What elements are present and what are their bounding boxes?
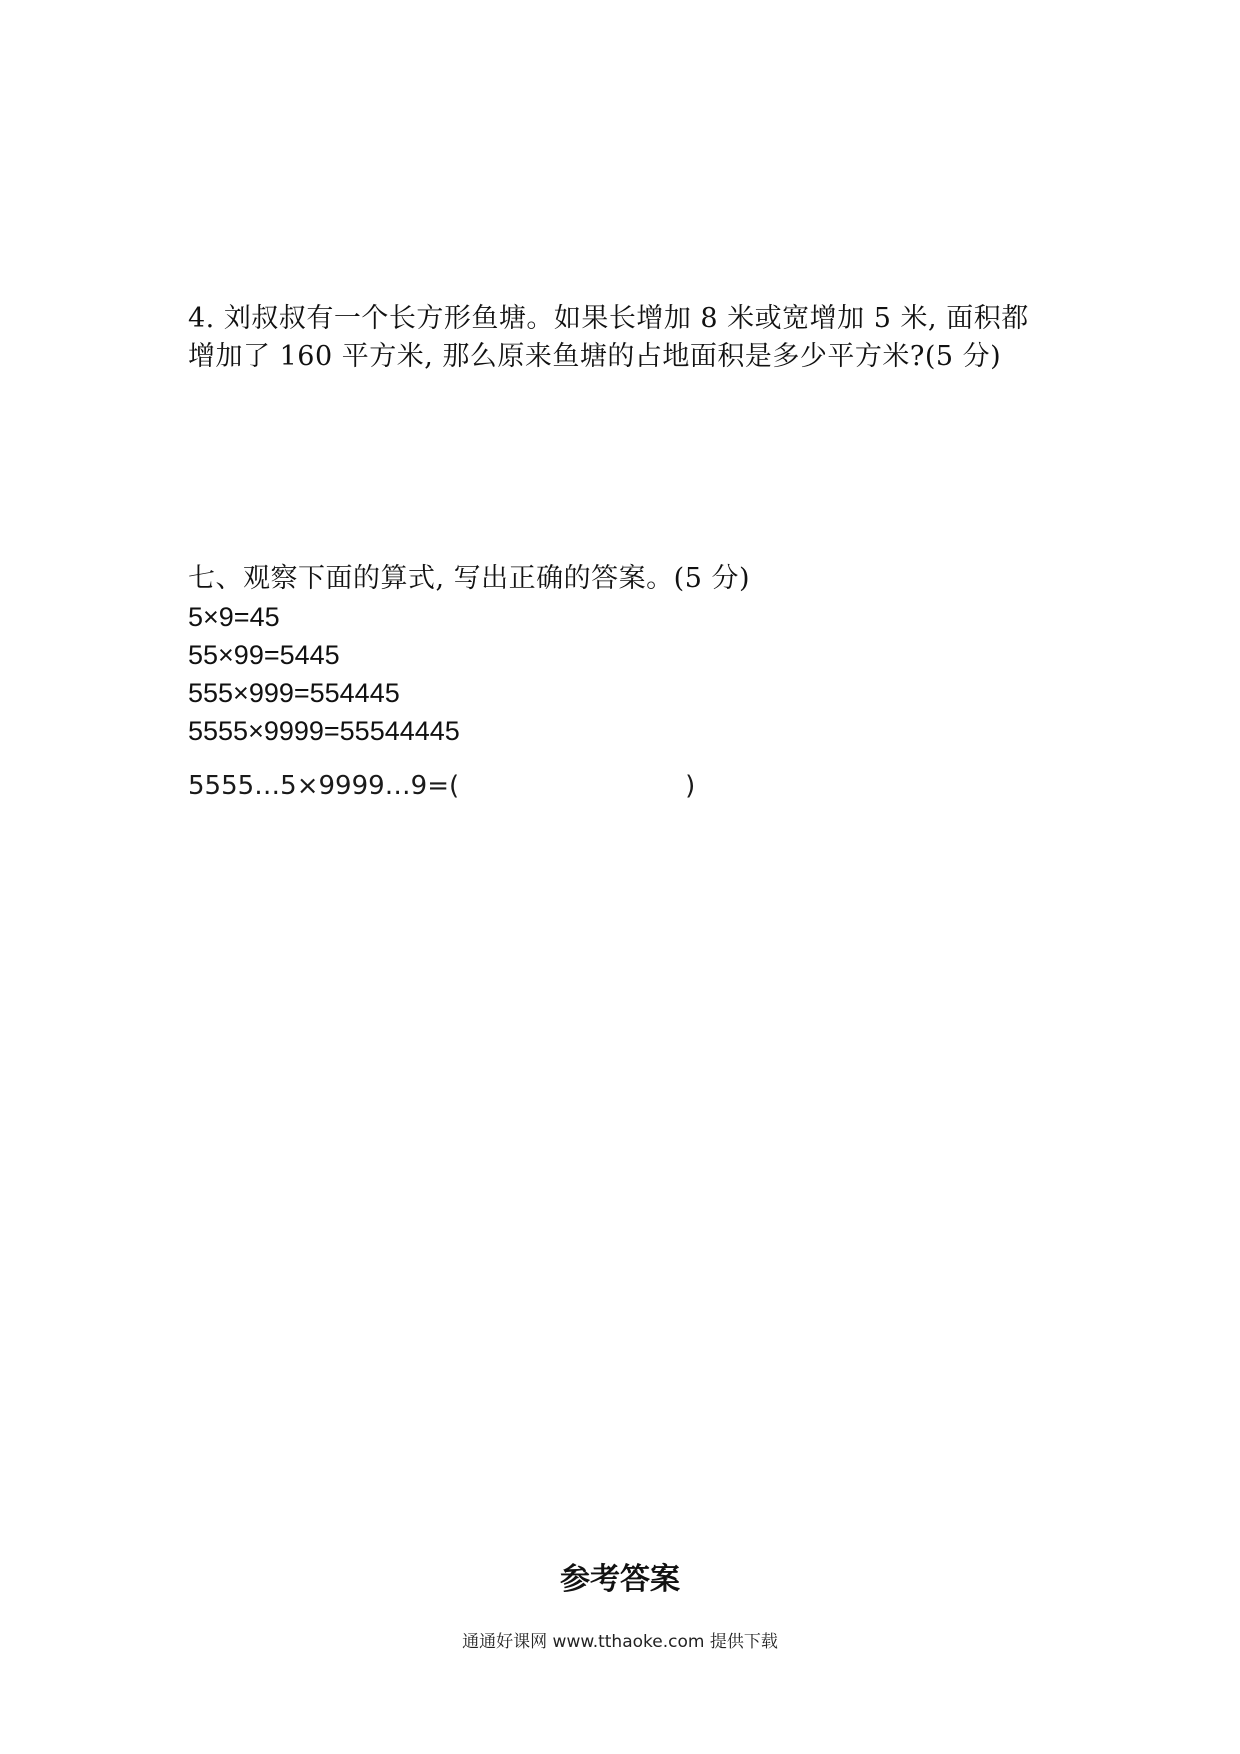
section-7 [188,560,1068,750]
section-7-heading: 七、观察下面的算式, 写出正确的答案。(5 分) [188,563,750,594]
final-equation-suffix: ) [685,771,696,801]
final-equation-prefix: 5555…5×9999…9=( [188,771,460,801]
question-4-line-2: 增加了 160 平方米, 那么原来鱼塘的占地面积是多少平方米?(5 分) [188,341,1002,372]
final-equation [188,768,695,804]
footer-source: 通通好课网 www.tthaoke.com 提供下载 [462,1632,778,1652]
answer-key-title: 参考答案 [560,1562,680,1597]
question-4-line-1: 4. 刘叔叔有一个长方形鱼塘。如果长增加 8 米或宽增加 5 米, 面积都 [188,303,1029,334]
equation-4: 5555×9999=55544445 [188,716,460,746]
equation-1: 5×9=45 [188,602,280,632]
equation-3: 555×999=554445 [188,678,400,708]
question-4 [188,300,1068,376]
equation-2: 55×99=5445 [188,640,340,670]
